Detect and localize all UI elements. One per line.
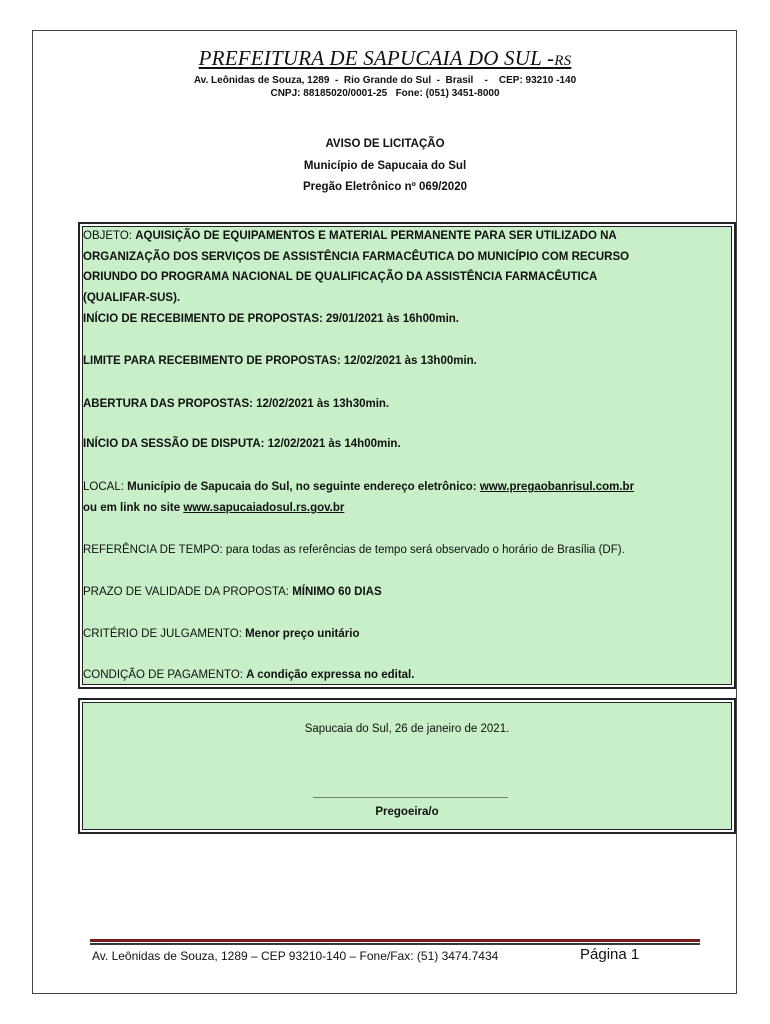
local-label: LOCAL: [83,481,128,493]
notice-process: Pregão Eletrônico nº 069/2020 [303,181,467,193]
condicao-pagamento [83,668,733,682]
local-line-1 [83,480,733,494]
limite-recebimento: LIMITE PARA RECEBIMENTO DE PROPOSTAS: 12/02/2021 às 13h00min. [83,355,477,367]
local-text: Município de Sapucaia do Sul, no seguinte endereço eletrônico: [127,481,480,493]
notice-heading: AVISO DE LICITAÇÃO [325,138,445,150]
prazo-label: PRAZO DE VALIDADE DA PROPOSTA: [83,586,293,598]
header-title-suffix: RS [554,53,572,69]
inicio-recebimento: INÍCIO DE RECEBIMENTO DE PROPOSTAS: 29/01/2021 às 16h00min. [83,313,460,325]
referencia-tempo: REFERÊNCIA DE TEMPO: para todas as referências de tempo será observado o horário de Brasília (DF). [83,544,625,556]
pregao-banrisul-link[interactable]: www.pregaobanrisul.com.br [479,481,635,493]
signature-role: Pregoeira/o [375,806,439,818]
inicio-sessao: INÍCIO DA SESSÃO DE DISPUTA: 12/02/2021 às 14h00min. [83,438,401,450]
signature-line [313,797,508,798]
objeto-line-4: (QUALIFAR-SUS). [83,292,181,304]
condicao-value: A condição expressa no edital. [246,669,415,681]
objeto-label: OBJETO: [83,230,136,242]
criterio-julgamento [83,627,733,641]
objeto-line-3: ORIUNDO DO PROGRAMA NACIONAL DE QUALIFICAÇÃO DA ASSISTÊNCIA FARMACÊUTICA [83,271,598,283]
footer-rule-shadow [90,943,700,945]
document-header-title: PREFEITURA DE SAPUCAIA DO SUL -RS [198,46,572,70]
objeto-line-2: ORGANIZAÇÃO DOS SERVIÇOS DE ASSISTÊNCIA FARMACÊUTICA DO MUNICÍPIO COM RECURSO [83,251,630,263]
header-cnpj: CNPJ: 88185020/0001-25 Fone: (051) 3451-8000 [270,88,500,99]
prazo-validade [83,585,733,599]
criterio-label: CRITÉRIO DE JULGAMENTO: [83,628,246,640]
abertura-propostas: ABERTURA DAS PROPOSTAS: 12/02/2021 às 13h30min. [83,398,390,410]
notice-municipality: Município de Sapucaia do Sul [303,160,467,172]
header-address: Av. Leônidas de Souza, 1289 - Rio Grande do Sul - Brasil - CEP: 93210 -140 [193,75,577,86]
condicao-label: CONDIÇÃO DE PAGAMENTO: [83,669,247,681]
criterio-value: Menor preço unitário [245,628,360,640]
footer-address: Av. Leônidas de Souza, 1289 – CEP 93210-140 – Fone/Fax: (51) 3474.7434 [92,949,499,963]
place-date: Sapucaia do Sul, 26 de janeiro de 2021. [304,723,510,735]
sapucaia-site-link[interactable]: www.sapucaiadosul.rs.gov.br [183,502,345,514]
prazo-value: MÍNIMO 60 DIAS [292,586,382,598]
objeto-text-1: AQUISIÇÃO DE EQUIPAMENTOS E MATERIAL PERMANENTE PARA SER UTILIZADO NA [135,230,617,242]
footer-rule [90,939,700,942]
local-line-2 [83,501,733,515]
objeto-line-1 [83,229,733,243]
local-text-2: ou em link no site [83,502,184,514]
header-title-text: PREFEITURA DE SAPUCAIA DO SUL [198,46,542,70]
page-number: Página 1 [580,946,640,963]
